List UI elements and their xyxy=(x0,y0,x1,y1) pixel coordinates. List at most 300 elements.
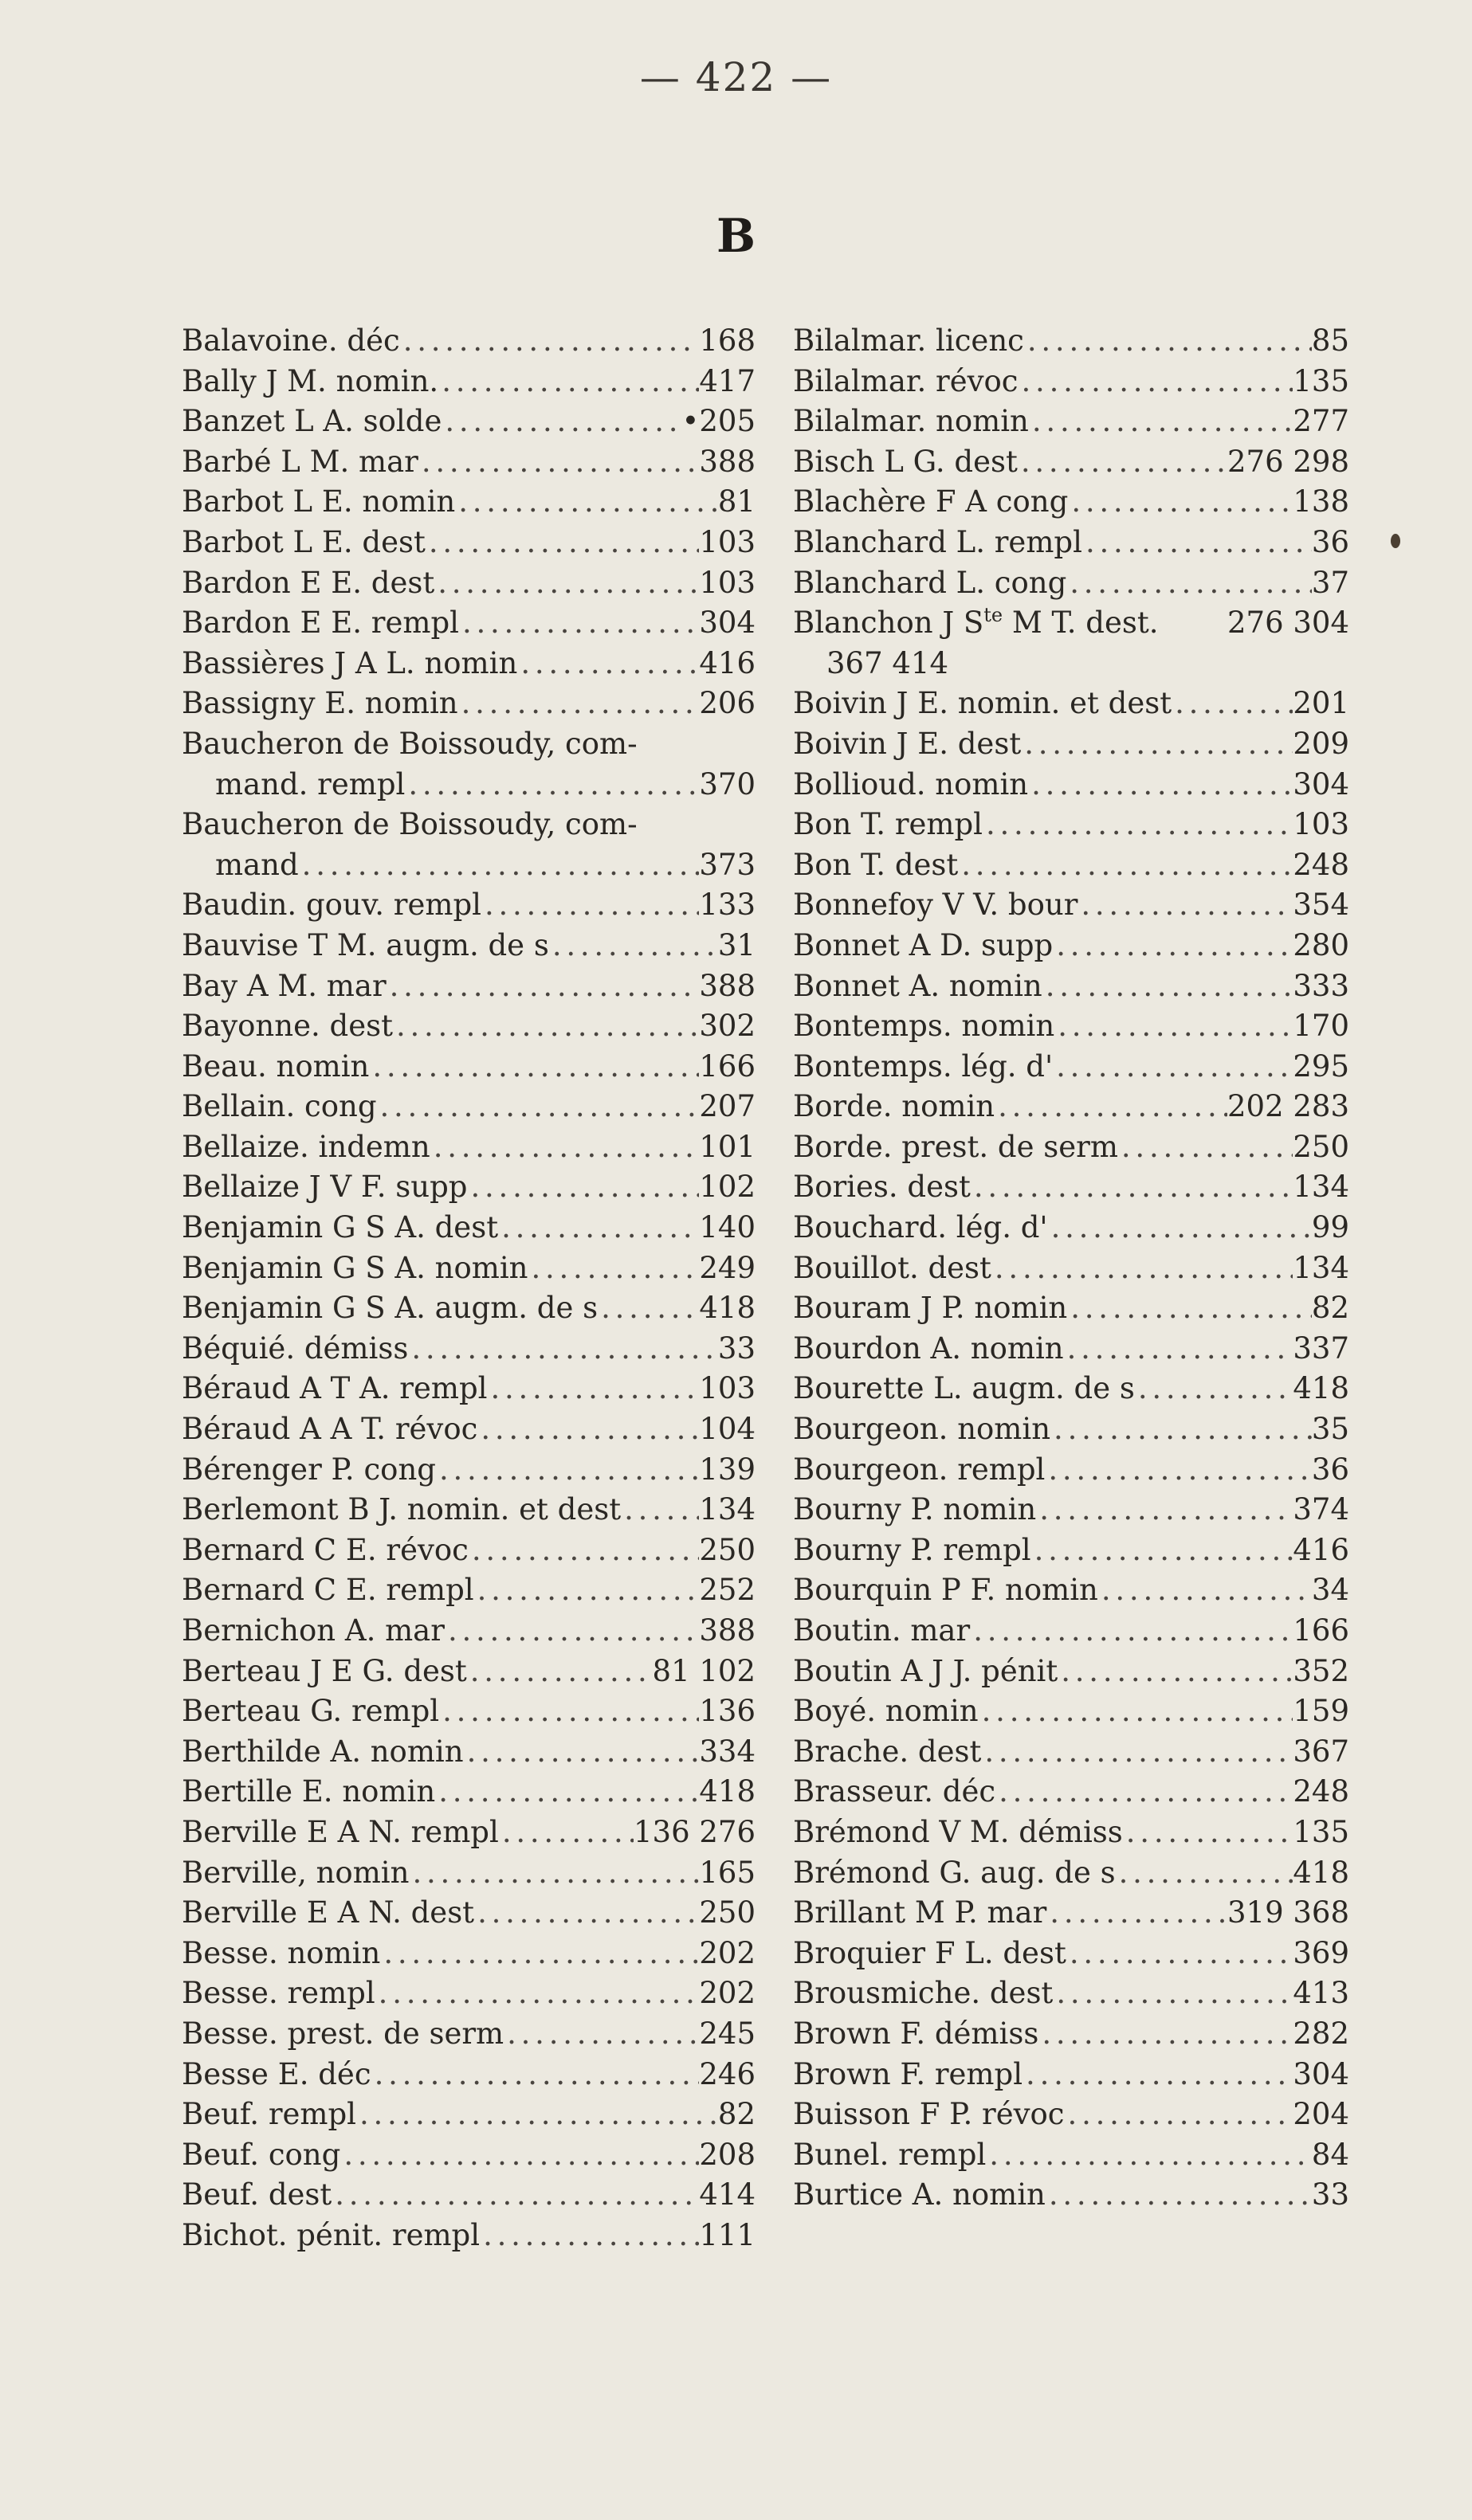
index-column-left xyxy=(182,321,756,2256)
index-entry xyxy=(793,1248,1349,1289)
entry-page-reference: 418 xyxy=(699,1774,756,1809)
entry-page-reference: 388 xyxy=(699,1613,756,1648)
index-entry xyxy=(182,1772,756,1813)
entry-page-reference: 369 xyxy=(1293,1935,1349,1970)
entry-page-reference: 280 xyxy=(1293,927,1349,962)
dot-leader xyxy=(467,1652,653,1692)
entry-name: Bonnefoy V V. bour xyxy=(793,888,1078,923)
entry-page-reference: 134 xyxy=(699,1492,756,1527)
index-entry xyxy=(182,362,756,402)
entry-name: Baucheron de Boissoudy, com- xyxy=(182,726,638,761)
dot-leader xyxy=(598,1288,699,1329)
dot-leader xyxy=(991,1248,1293,1289)
entry-name: Bunel. rempl xyxy=(793,2137,987,2172)
index-entry xyxy=(182,1450,756,1491)
entry-page-reference: 168 xyxy=(699,323,756,358)
index-entry xyxy=(182,1973,756,2014)
entry-name: Bay A M. mar xyxy=(182,968,387,1003)
dot-leader xyxy=(409,1853,699,1894)
entry-name: Banzet L A. solde xyxy=(182,404,442,439)
entry-name: Brache. dest xyxy=(793,1734,982,1769)
entry-name: Blachère F A cong xyxy=(793,484,1069,519)
entry-name: Beuf. dest xyxy=(182,2177,332,2212)
dot-leader xyxy=(499,1813,634,1853)
entry-name: Bernard C E. révoc xyxy=(182,1532,469,1567)
dot-leader xyxy=(970,1611,1293,1652)
dot-leader xyxy=(995,1772,1293,1813)
entry-name: Bonnet A. nomin xyxy=(793,968,1042,1003)
entry-name: Bourny P. rempl xyxy=(793,1532,1031,1567)
dot-leader xyxy=(1028,765,1293,805)
dot-leader xyxy=(549,926,718,966)
entry-name: Béraud A T A. rempl xyxy=(182,1371,488,1406)
entry-page-reference: 337 xyxy=(1293,1331,1349,1366)
index-entry xyxy=(793,1490,1349,1530)
index-entry xyxy=(182,523,756,563)
entry-page-reference: 354 xyxy=(1293,888,1349,923)
entry-page-reference: 246 xyxy=(699,2056,756,2091)
index-entry xyxy=(793,523,1349,563)
entry-page-reference: 333 xyxy=(1293,968,1349,1003)
page-number: — 422 — xyxy=(639,54,833,100)
entry-page-reference: 33 xyxy=(717,1331,756,1366)
index-entry xyxy=(182,2175,756,2216)
entry-page-reference: 33 xyxy=(1311,2177,1349,2212)
entry-page-reference: 249 xyxy=(699,1250,756,1285)
entry-name: Benjamin G S A. dest xyxy=(182,1210,499,1245)
index-entry xyxy=(182,1006,756,1047)
index-entry xyxy=(793,1006,1349,1047)
entry-page-reference: 134 xyxy=(1293,1250,1349,1285)
dot-leader xyxy=(380,1934,699,1974)
index-entry xyxy=(182,2216,756,2256)
dot-leader xyxy=(1065,2095,1293,2135)
index-entry xyxy=(793,1047,1349,1088)
dot-leader xyxy=(356,2095,718,2135)
dot-leader xyxy=(621,1490,699,1530)
entry-page-reference: 416 xyxy=(1293,1532,1349,1567)
index-entry xyxy=(182,1167,756,1208)
dot-leader xyxy=(1046,2175,1312,2216)
entry-page-reference: 133 xyxy=(699,888,756,923)
entry-page-reference: 136 276 xyxy=(633,1814,756,1849)
dot-leader xyxy=(983,805,1293,845)
entry-page-reference: 170 xyxy=(1293,1009,1349,1044)
entry-page-reference: 414 xyxy=(699,2177,756,2212)
entry-name: Bouram J P. nomin xyxy=(793,1291,1068,1326)
entry-name: Borde. prest. de serm xyxy=(793,1129,1118,1164)
dot-leader xyxy=(1023,2055,1293,2095)
entry-page-reference: 248 xyxy=(1293,1774,1349,1809)
dot-leader xyxy=(1031,1530,1293,1571)
index-entry xyxy=(182,1047,756,1088)
entry-name: Besse. nomin xyxy=(182,1935,381,1970)
entry-page-reference: 250 xyxy=(699,1895,756,1930)
entry-name: Brown F. démiss xyxy=(793,2016,1039,2051)
entry-page-reference: 202 xyxy=(699,1976,756,2011)
entry-page-reference: 201 xyxy=(1293,686,1349,721)
index-entry xyxy=(793,2095,1349,2135)
dot-leader xyxy=(1048,1208,1312,1248)
dot-leader xyxy=(1066,563,1312,604)
entry-name: Buisson F P. révoc xyxy=(793,2097,1065,2132)
entry-name: Bourette L. augm. de s xyxy=(793,1371,1135,1406)
index-entry xyxy=(793,1813,1349,1853)
dot-leader xyxy=(1053,1973,1293,2014)
dot-leader xyxy=(971,1167,1293,1208)
entry-name: Berteau J E G. dest xyxy=(182,1653,467,1688)
dot-leader xyxy=(528,1248,699,1289)
entry-name: Besse. prest. de serm xyxy=(182,2016,504,2051)
entry-name: Brown F. rempl xyxy=(793,2056,1023,2091)
entry-name: Bellain. cong xyxy=(182,1089,377,1124)
index-entry xyxy=(793,1893,1349,1934)
entry-name: Bourquin P F. nomin xyxy=(793,1573,1098,1608)
entry-name: Burtice A. nomin xyxy=(793,2177,1046,2212)
entry-page-reference: 134 xyxy=(1293,1170,1349,1205)
dot-leader xyxy=(1038,2014,1293,2055)
entry-page-reference: 103 xyxy=(1293,807,1349,842)
dot-leader xyxy=(981,1732,1293,1773)
entry-page-reference: 418 xyxy=(1293,1855,1349,1890)
dot-leader xyxy=(468,1167,700,1208)
entry-name: Blanchard L. cong xyxy=(793,565,1067,600)
entry-name: Beau. nomin xyxy=(182,1048,370,1084)
index-column-right xyxy=(793,321,1349,2216)
dot-leader xyxy=(464,1732,700,1773)
entry-page-reference: 202 xyxy=(699,1935,756,1970)
index-entry xyxy=(182,805,756,845)
entry-name: Bérenger P. cong xyxy=(182,1452,436,1487)
dot-leader xyxy=(1123,1813,1293,1853)
entry-name: Barbot L E. nomin xyxy=(182,484,456,519)
dot-leader xyxy=(459,603,699,644)
entry-page-reference: 388 xyxy=(699,444,756,479)
entry-page-reference: 208 xyxy=(699,2137,756,2172)
dot-leader xyxy=(438,362,699,402)
entry-page-reference: 166 xyxy=(699,1048,756,1084)
dot-leader xyxy=(480,2216,699,2256)
entry-page-reference: 302 xyxy=(699,1009,756,1044)
index-entry xyxy=(793,1853,1349,1894)
entry-name: Besse. rempl xyxy=(182,1976,375,2011)
dot-leader xyxy=(995,1087,1227,1127)
index-entry xyxy=(793,885,1349,926)
dot-leader xyxy=(377,1087,700,1127)
entry-name: Bollioud. nomin xyxy=(793,766,1029,801)
dot-leader xyxy=(430,1127,700,1168)
entry-name: Bichot. pénit. rempl xyxy=(182,2217,481,2252)
entry-page-reference: 245 xyxy=(699,2016,756,2051)
index-entry xyxy=(182,765,756,805)
entry-page-reference: 304 xyxy=(1293,766,1349,801)
entry-name: Boivin J E. nomin. et dest xyxy=(793,686,1172,721)
entry-name: Berville, nomin xyxy=(182,1855,410,1890)
dot-leader xyxy=(418,442,700,483)
dot-leader xyxy=(400,321,700,362)
entry-name: Berlemont B J. nomin. et dest xyxy=(182,1492,622,1527)
dot-leader xyxy=(1042,966,1293,1007)
index-entry xyxy=(793,684,1349,724)
dot-leader xyxy=(979,1691,1293,1732)
dot-leader xyxy=(439,1691,699,1732)
dot-leader xyxy=(1058,1652,1293,1692)
index-entry xyxy=(182,1732,756,1773)
entry-name: Benjamin G S A. augm. de s xyxy=(182,1291,599,1326)
dot-leader xyxy=(375,1973,700,2014)
dot-leader xyxy=(1036,1490,1293,1530)
entry-name: Boivin J E. dest xyxy=(793,726,1022,761)
index-entry xyxy=(793,966,1349,1007)
index-entry xyxy=(793,1691,1349,1732)
entry-name: Berteau G. rempl xyxy=(182,1694,440,1729)
entry-page-reference: 416 xyxy=(699,645,756,680)
index-entry xyxy=(182,1087,756,1127)
index-entry xyxy=(182,1691,756,1732)
entry-name: Bardon E E. dest xyxy=(182,565,435,600)
index-entry xyxy=(793,1288,1349,1329)
entry-page-reference: 276 304 xyxy=(1227,606,1349,641)
index-entry xyxy=(793,563,1349,604)
index-entry xyxy=(182,724,756,765)
dot-leader xyxy=(1068,482,1293,523)
index-entry xyxy=(182,1530,756,1571)
index-entry xyxy=(793,1167,1349,1208)
entry-page-reference: 248 xyxy=(1293,847,1349,882)
index-entry xyxy=(182,926,756,966)
index-entry xyxy=(182,442,756,483)
dot-leader xyxy=(1067,1288,1312,1329)
index-entry xyxy=(793,1369,1349,1409)
entry-page-reference: 140 xyxy=(699,1210,756,1245)
index-entry xyxy=(793,765,1349,805)
entry-name: Bellaize. indemn xyxy=(182,1129,430,1164)
entry-name: Bontemps. lég. d' xyxy=(793,1048,1054,1084)
index-entry xyxy=(793,402,1349,442)
entry-name: Beuf. cong xyxy=(182,2137,341,2172)
index-entry xyxy=(793,1208,1349,1248)
index-entry xyxy=(793,1973,1349,2014)
dot-leader xyxy=(958,845,1293,886)
entry-page-reference: 418 xyxy=(699,1291,756,1326)
dot-leader xyxy=(393,1006,699,1047)
entry-page-reference: •205 xyxy=(681,404,756,439)
entry-page-reference: 36 xyxy=(1311,1452,1349,1487)
entry-page-reference: 103 xyxy=(699,565,756,600)
dot-leader xyxy=(340,2135,699,2176)
entry-name: Boutin A J J. pénit xyxy=(793,1653,1058,1688)
entry-page-reference: 82 xyxy=(717,2097,756,2132)
index-entry xyxy=(182,1208,756,1248)
index-entry xyxy=(182,482,756,523)
entry-page-reference: 36 xyxy=(1311,524,1349,559)
entry-page-reference: 352 xyxy=(1293,1653,1349,1688)
entry-name: Brousmiche. dest xyxy=(793,1976,1054,2011)
dot-leader xyxy=(445,1611,699,1652)
dot-leader xyxy=(1029,402,1293,442)
entry-name: Brémond V M. démiss xyxy=(793,1814,1123,1849)
entry-name: Brémond G. aug. de s xyxy=(793,1855,1116,1890)
index-entry xyxy=(793,1611,1349,1652)
index-entry xyxy=(793,1530,1349,1571)
entry-page-reference: 319 368 xyxy=(1227,1895,1349,1930)
index-entry xyxy=(793,482,1349,523)
entry-page-reference: 388 xyxy=(699,968,756,1003)
dot-leader xyxy=(1053,1047,1293,1088)
index-entry xyxy=(793,644,1349,684)
entry-page-reference: 367 xyxy=(1293,1734,1349,1769)
entry-page-reference: 31 xyxy=(717,927,756,962)
entry-page-reference: 370 xyxy=(699,766,756,801)
dot-leader xyxy=(369,1047,699,1088)
entry-name: Bon T. rempl xyxy=(793,807,983,842)
entry-page-reference: 166 xyxy=(1293,1613,1349,1648)
entry-page-reference: 104 xyxy=(699,1412,756,1447)
entry-page-reference: 202 283 xyxy=(1227,1089,1349,1124)
entry-page-reference: 102 xyxy=(699,1170,756,1205)
section-letter-heading: B xyxy=(716,209,756,263)
entry-name: Bilalmar. licenc xyxy=(793,323,1024,358)
index-entry xyxy=(793,362,1349,402)
index-entry xyxy=(182,684,756,724)
entry-name: Bayonne. dest xyxy=(182,1009,393,1044)
entry-name: Béquié. démiss xyxy=(182,1331,409,1366)
index-entry xyxy=(182,1813,756,1853)
entry-name: Beuf. rempl xyxy=(182,2097,357,2132)
entry-name: Bauvise T M. augm. de s xyxy=(182,927,549,962)
dot-leader xyxy=(1066,1934,1293,1974)
index-entry xyxy=(793,926,1349,966)
entry-name: mand xyxy=(215,847,299,882)
entry-name: Blanchon J $S^{te}$ M T. dest. xyxy=(793,604,1159,641)
entry-name: Béraud A A T. révoc xyxy=(182,1412,478,1447)
dot-leader xyxy=(1045,1450,1312,1491)
index-entry xyxy=(793,1409,1349,1450)
index-entry xyxy=(182,1369,756,1409)
entry-page-reference: 139 xyxy=(699,1452,756,1487)
entry-name: Bouillot. dest xyxy=(793,1250,991,1285)
entry-name-continued: M T. dest. xyxy=(1003,606,1159,641)
entry-name: Boutin. mar xyxy=(793,1613,971,1648)
index-entry xyxy=(793,2014,1349,2055)
dot-leader xyxy=(1024,321,1312,362)
entry-name: Baucheron de Boissoudy, com- xyxy=(182,807,638,842)
dot-leader xyxy=(1046,1893,1227,1934)
entry-page-reference: 103 xyxy=(699,524,756,559)
entry-name: Bourny P. nomin xyxy=(793,1492,1037,1527)
entry-page-reference: 85 xyxy=(1311,323,1349,358)
dot-leader xyxy=(504,2014,699,2055)
entry-page-reference: 250 xyxy=(699,1532,756,1567)
index-entry xyxy=(793,1570,1349,1611)
entry-page-reference: 99 xyxy=(1311,1210,1349,1245)
entry-name: Bouchard. lég. d' xyxy=(793,1210,1048,1245)
index-entry xyxy=(793,1127,1349,1168)
entry-page-reference: 111 xyxy=(699,2217,756,2252)
entry-name: Bassières J A L. nomin xyxy=(182,645,518,680)
entry-name: Bally J M. nomin. xyxy=(182,363,439,398)
entry-page-reference: 206 xyxy=(699,686,756,721)
dot-leader xyxy=(469,1530,699,1571)
dot-leader xyxy=(1116,1853,1293,1894)
entry-page-reference: 276 298 xyxy=(1227,444,1349,479)
ink-mark xyxy=(1391,534,1400,548)
entry-name: Brasseur. déc xyxy=(793,1774,996,1809)
index-entry xyxy=(182,1490,756,1530)
entry-name: Bellaize J V F. supp xyxy=(182,1170,468,1205)
entry-page-reference: 159 xyxy=(1293,1694,1349,1729)
entry-page-reference: 103 xyxy=(699,1371,756,1406)
entry-page-reference: 138 xyxy=(1293,484,1349,519)
entry-superscript: te xyxy=(983,604,1003,627)
entry-name: Bilalmar. révoc xyxy=(793,363,1019,398)
dot-leader xyxy=(986,2135,1312,2176)
entry-name: Balavoine. déc xyxy=(182,323,400,358)
entry-page-reference: 81 102 xyxy=(652,1653,756,1688)
entry-name: Bertille E. nomin xyxy=(182,1774,436,1809)
entry-page-reference: 35 xyxy=(1311,1412,1349,1447)
entry-page-reference: 250 xyxy=(1293,1129,1349,1164)
index-entry xyxy=(182,321,756,362)
dot-leader xyxy=(299,845,700,886)
entry-page-reference: 334 xyxy=(699,1734,756,1769)
index-entry xyxy=(182,603,756,644)
index-entry xyxy=(182,1652,756,1692)
index-entry xyxy=(793,442,1349,483)
entry-name: Bontemps. nomin xyxy=(793,1009,1055,1044)
index-entry xyxy=(182,1409,756,1450)
index-entry xyxy=(793,1329,1349,1370)
index-entry xyxy=(182,1288,756,1329)
entry-page-reference: 295 xyxy=(1293,1048,1349,1084)
dot-leader xyxy=(474,1570,700,1611)
entry-page-reference: 37 xyxy=(1311,565,1349,600)
dot-leader xyxy=(332,2175,699,2216)
dot-leader xyxy=(1053,926,1293,966)
entry-name: Barbé L M. mar xyxy=(182,444,418,479)
entry-name: Broquier F L. dest xyxy=(793,1935,1066,1970)
index-entry xyxy=(182,1853,756,1894)
entry-page-reference: 417 xyxy=(699,363,756,398)
index-entry xyxy=(793,1652,1349,1692)
index-entry xyxy=(182,2135,756,2176)
entry-name: Bories. dest xyxy=(793,1170,971,1205)
entry-name: Baudin. gouv. rempl xyxy=(182,888,481,923)
entry-page-reference: 34 xyxy=(1311,1573,1349,1608)
dot-leader xyxy=(498,1208,699,1248)
dot-leader xyxy=(477,1409,699,1450)
index-entry xyxy=(182,1329,756,1370)
dot-leader xyxy=(1118,1127,1293,1168)
index-entry xyxy=(793,1732,1349,1773)
entry-name: Bernard C E. rempl xyxy=(182,1573,474,1608)
entry-name: Boyé. nomin xyxy=(793,1694,979,1729)
index-entry xyxy=(182,1934,756,1974)
index-entry xyxy=(793,1450,1349,1491)
dot-leader xyxy=(1135,1369,1293,1409)
entry-page-reference: 135 xyxy=(1293,1814,1349,1849)
entry-page-reference: 165 xyxy=(699,1855,756,1890)
index-entry xyxy=(182,563,756,604)
entry-name: Bourdon A. nomin xyxy=(793,1331,1064,1366)
dot-leader xyxy=(1050,1409,1312,1450)
index-entry xyxy=(793,2135,1349,2176)
index-entry xyxy=(182,845,756,886)
dot-leader xyxy=(1019,362,1293,402)
dot-leader xyxy=(1021,724,1293,765)
dot-leader xyxy=(1082,523,1312,563)
entry-page-reference: 413 xyxy=(1293,1976,1349,2011)
